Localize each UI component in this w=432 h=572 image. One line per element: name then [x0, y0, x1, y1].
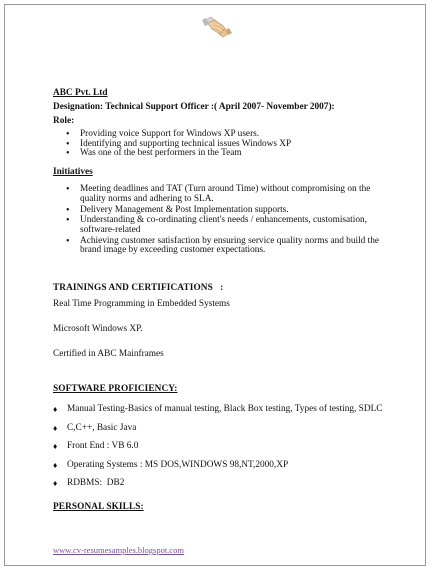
- role-label: Role:: [53, 116, 75, 126]
- trainings-heading: TRAININGS AND CERTIFICATIONS :: [53, 283, 224, 294]
- list-item: • Delivery Management & Post Implementation supports.: [80, 206, 383, 216]
- list-item: • Identifying and supporting technical issues Windows XP: [80, 140, 383, 150]
- handshake-icon: [200, 12, 234, 42]
- list-item: • Was one of the best performers in the Team: [80, 149, 383, 159]
- training-item: Microsoft Windows XP.: [53, 324, 143, 335]
- list-item: • Meeting deadlines and TAT (Turn around Time) without compromising on the quality norms and adhering to SLA.: [80, 185, 383, 204]
- training-item: Certified in ABC Mainframes: [53, 349, 164, 360]
- initiatives-list: [53, 185, 383, 256]
- initiatives-heading: Initiatives: [53, 167, 93, 178]
- company-name: ABC Pvt. Ltd: [53, 88, 108, 98]
- list-item: • Achieving customer satisfaction by ensuring service quality norms and build the brand image by exceeding customer expectations.: [80, 237, 383, 256]
- list-item: • Understanding & co-ordinating client's needs / enhancements, customisation, software-related: [80, 216, 383, 235]
- list-item: ♦ RDBMS: DB2: [67, 478, 383, 488]
- list-item: ♦ Operating Systems : MS DOS,WINDOWS 98,NT,2000,XP: [67, 460, 383, 470]
- training-item: Real Time Programming in Embedded Systems: [53, 299, 230, 310]
- personal-skills-heading: PERSONAL SKILLS:: [53, 502, 144, 513]
- list-item: ♦ Front End : VB 6.0: [67, 441, 383, 451]
- software-heading: SOFTWARE PROFICIENCY:: [53, 384, 178, 395]
- list-item: ♦ C,C++, Basic Java: [67, 423, 383, 433]
- footer-link[interactable]: www.cv-resumesamples.blogspot.com: [53, 545, 184, 555]
- list-item: ♦ Manual Testing-Basics of manual testing, Black Box testing, Types of testing, SDLC: [67, 404, 383, 414]
- role-list: [53, 130, 383, 159]
- software-list: [53, 404, 383, 488]
- designation-line: Designation: Technical Support Officer :( April 2007- November 2007):: [53, 102, 335, 112]
- resume-content: [53, 88, 383, 512]
- list-item: • Providing voice Support for Windows XP users.: [80, 130, 383, 140]
